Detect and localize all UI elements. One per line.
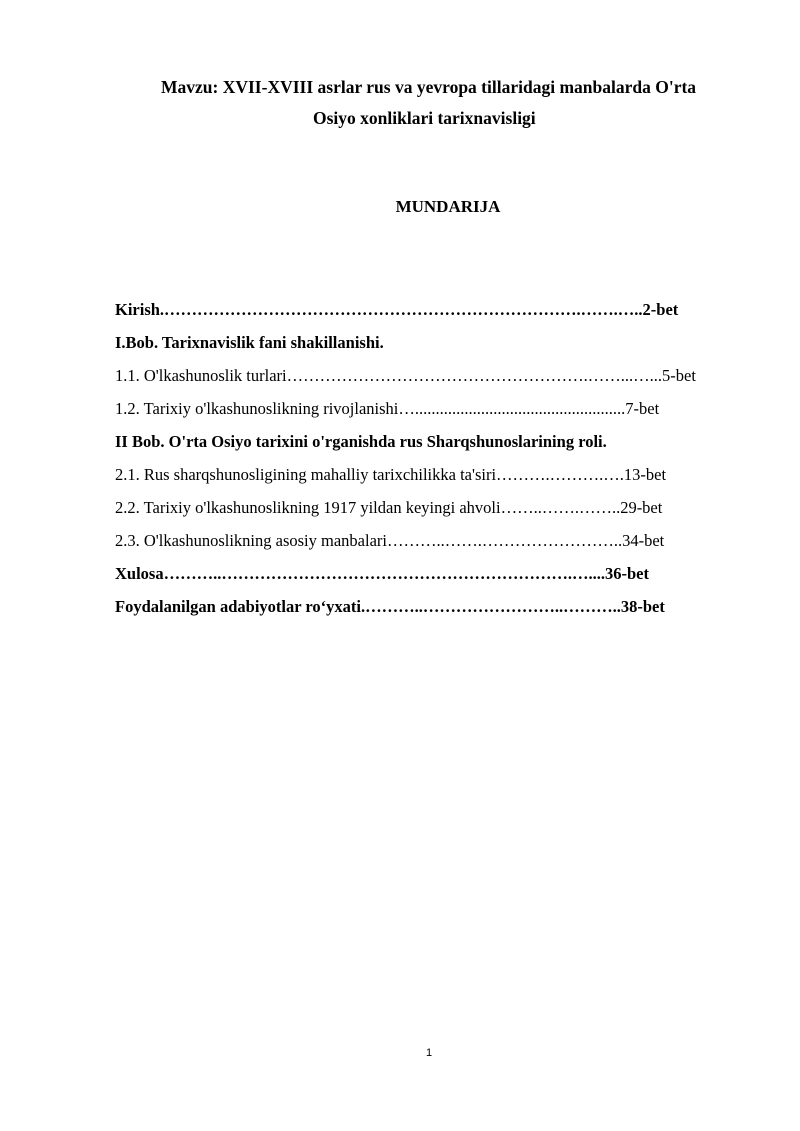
table-of-contents xyxy=(115,298,741,628)
toc-entry-2-2: 2.2. Tarixiy o'lkashunoslikning 1917 yildan keyingi ahvoli……..…….……..29-bet xyxy=(115,498,663,517)
toc-entry-chapter-1: I.Bob. Tarixnavislik fani shakillanishi. xyxy=(115,333,384,352)
toc-entry-kirish: Kirish.………………………………………………………………….…….…..2-bet xyxy=(115,300,679,319)
toc-entry-bibliography: Foydalanilgan adabiyotlar ro‘yxati.………..……………………..………..38-bet xyxy=(115,597,665,616)
toc-entry-xulosa: Xulosa………..……………………………………………………….…....36-bet xyxy=(115,564,649,583)
page-number: 1 xyxy=(425,1047,433,1059)
toc-entry-1-1: 1.1. O'lkashunoslik turlari……………………………………………….……...…...5-bet xyxy=(115,366,696,385)
toc-heading: MUNDARIJA xyxy=(395,197,501,216)
toc-entry-1-2: 1.2. Tarixiy o'lkashunoslikning rivojlanishi…...................................................7-bet xyxy=(115,399,660,418)
toc-entry-2-1: 2.1. Rus sharqshunosligining mahalliy tarixchilikka ta'siri……….……….….13-bet xyxy=(115,465,667,484)
document-title-line-2: Osiyo xonliklari tarixnavisligi xyxy=(313,108,536,128)
toc-entry-chapter-2: II Bob. O'rta Osiyo tarixini o'rganishda rus Sharqshunoslarining roli. xyxy=(115,432,607,451)
toc-entry-2-3: 2.3. O'lkashunoslikning asosiy manbalari………..…….……………………..34-bet xyxy=(115,531,665,550)
document-title-line-1: Mavzu: XVII-XVIII asrlar rus va yevropa tillaridagi manbalarda O'rta xyxy=(161,77,697,97)
